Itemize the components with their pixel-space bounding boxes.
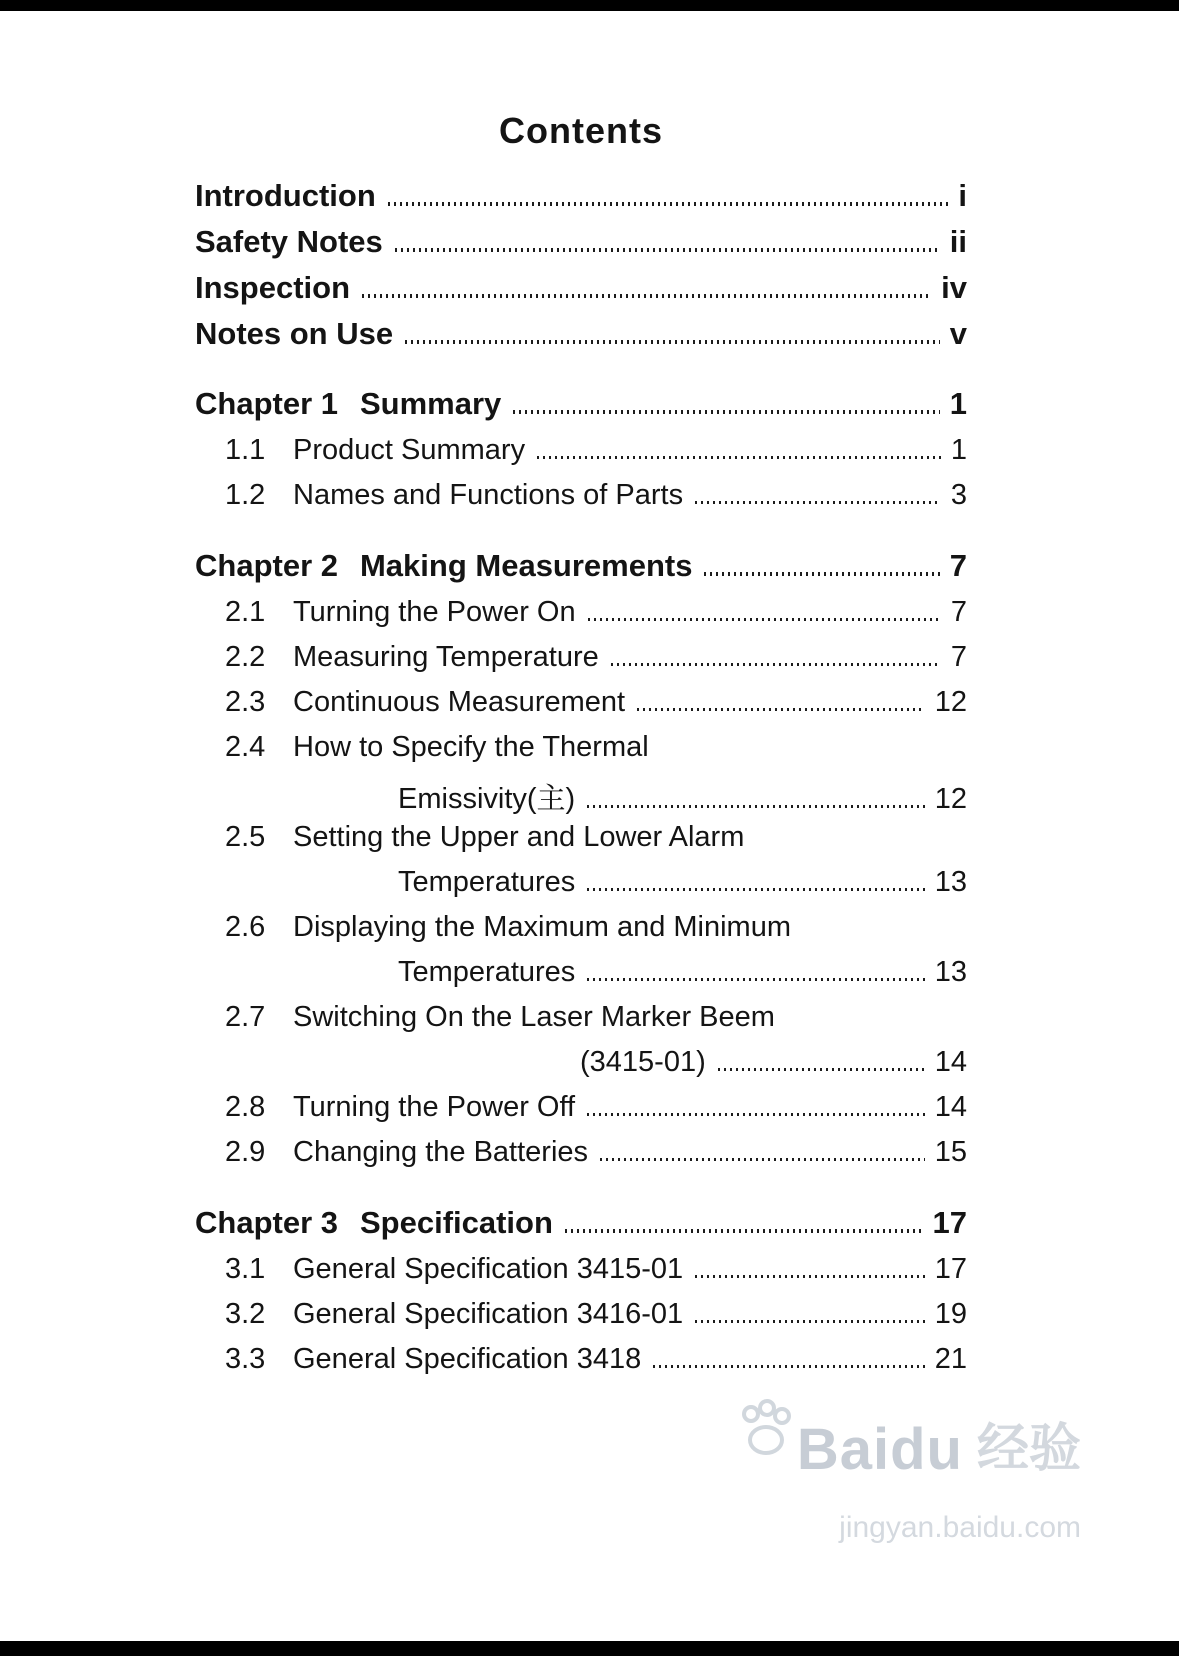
dot-leader xyxy=(695,1320,925,1323)
section-number: 2.1 xyxy=(225,596,266,628)
section-title-line1: Switching On the Laser Marker Beem xyxy=(293,1001,775,1033)
entry-page-number: iv xyxy=(941,270,967,305)
section-title-line2: Temperatures xyxy=(398,956,576,988)
dot-leader xyxy=(388,202,949,206)
chapter-number: Chapter 2 xyxy=(195,548,338,583)
entry-page-number: v xyxy=(949,316,967,351)
dot-leader xyxy=(395,248,940,252)
section-line-1 xyxy=(195,731,967,776)
chapter-label xyxy=(195,548,692,584)
chapter-title: Making Measurements xyxy=(359,548,693,583)
dot-leader xyxy=(718,1068,925,1071)
section-title: Names and Functions of Parts xyxy=(293,479,684,511)
chapter-label xyxy=(195,1205,553,1241)
chapter-number: Chapter 3 xyxy=(195,1205,338,1240)
dot-leader xyxy=(362,294,931,298)
chapter-title: Summary xyxy=(359,386,502,421)
toc-front-entry xyxy=(195,270,967,316)
dot-leader xyxy=(587,805,925,808)
section-title-line1: Displaying the Maximum and Minimum xyxy=(293,911,791,943)
dot-leader xyxy=(695,1275,925,1278)
section-title-line2: Emissivity(主) xyxy=(398,783,576,815)
section-title: Continuous Measurement xyxy=(293,686,626,718)
entry-label: Notes on Use xyxy=(195,316,394,351)
entry-page-number: 7 xyxy=(949,548,967,583)
dot-leader xyxy=(611,663,941,666)
section-title: Changing the Batteries xyxy=(293,1136,589,1168)
section-title: Turning the Power On xyxy=(293,596,576,628)
toc-section-entry xyxy=(195,1136,967,1181)
dot-leader xyxy=(600,1158,925,1161)
section-number: 2.9 xyxy=(225,1136,266,1168)
dot-leader xyxy=(587,888,924,891)
toc-section-entry xyxy=(195,1091,967,1136)
dot-leader xyxy=(405,340,940,344)
entry-page-number: 14 xyxy=(934,1091,967,1123)
section-number: 2.2 xyxy=(225,641,266,673)
toc-section-entry xyxy=(195,434,967,479)
entry-page-number: ii xyxy=(949,224,967,259)
toc-section-entry xyxy=(195,1298,967,1343)
chapter-label xyxy=(195,386,501,422)
dot-leader xyxy=(537,456,941,459)
baidu-paw-icon xyxy=(733,1398,797,1467)
entry-page-number: 3 xyxy=(950,479,967,511)
entry-page-number: 7 xyxy=(950,596,967,628)
dot-leader xyxy=(695,501,941,504)
section-title: Measuring Temperature xyxy=(293,641,599,673)
entry-page-number: 21 xyxy=(934,1343,967,1375)
section-number: 3.2 xyxy=(225,1298,266,1330)
toc-chapter-entry xyxy=(195,548,967,596)
dot-leader xyxy=(587,978,924,981)
section-title: General Specification 3416-01 xyxy=(293,1298,684,1330)
toc-section-entry xyxy=(195,686,967,731)
section-line-1 xyxy=(195,821,967,866)
entry-label: Safety Notes xyxy=(195,224,383,259)
section-title-line2: (3415-01) xyxy=(580,1046,706,1078)
section-title: Product Summary xyxy=(293,434,526,466)
section-number: 3.3 xyxy=(225,1343,266,1375)
entry-page-number: 17 xyxy=(932,1205,967,1240)
dot-leader xyxy=(704,572,939,576)
toc-front-entry xyxy=(195,316,967,362)
entry-page-number: 1 xyxy=(949,386,967,421)
section-title: General Specification 3415-01 xyxy=(293,1253,684,1285)
toc-section-entry xyxy=(195,641,967,686)
section-title-line2: Temperatures xyxy=(398,866,576,898)
chapter-number: Chapter 1 xyxy=(195,386,338,421)
entry-page-number: 12 xyxy=(934,686,967,718)
section-line-1 xyxy=(195,911,967,956)
toc-list xyxy=(195,178,967,1388)
section-number: 2.5 xyxy=(225,821,266,853)
section-number: 3.1 xyxy=(225,1253,266,1285)
entry-page-number: 12 xyxy=(934,783,967,815)
section-title-line1: How to Specify the Thermal xyxy=(293,731,649,763)
watermark-brand-cn: 经验 xyxy=(976,1420,1081,1479)
toc-front-entry xyxy=(195,178,967,224)
toc-section-entry-twoline xyxy=(195,731,967,821)
section-line-1 xyxy=(195,1001,967,1046)
toc-chapter-entry xyxy=(195,1205,967,1253)
watermark-url: jingyan.baidu.com xyxy=(839,1511,1081,1544)
dot-leader xyxy=(565,1229,923,1233)
dot-leader xyxy=(637,708,925,711)
dot-leader xyxy=(587,1113,925,1116)
section-line-2 xyxy=(195,956,967,1001)
toc-section-entry-twoline xyxy=(195,821,967,911)
entry-page-number: i xyxy=(958,178,967,213)
toc-section-entry-twoline xyxy=(195,911,967,1001)
section-number: 2.7 xyxy=(225,1001,266,1033)
chapter-title: Specification xyxy=(359,1205,553,1240)
toc-section-entry xyxy=(195,479,967,524)
section-line-2 xyxy=(195,776,967,821)
contents-page xyxy=(195,110,967,1388)
page-title: Contents xyxy=(499,110,663,151)
toc-front-entry xyxy=(195,224,967,270)
section-line-2 xyxy=(195,866,967,911)
section-number: 2.4 xyxy=(225,731,266,763)
watermark-brand: Baidu xyxy=(796,1416,963,1482)
toc-section-entry xyxy=(195,596,967,641)
entry-page-number: 15 xyxy=(934,1136,967,1168)
dot-leader xyxy=(653,1365,925,1368)
entry-page-number: 1 xyxy=(950,434,967,466)
section-title: General Specification 3418 xyxy=(293,1343,642,1375)
toc-section-entry xyxy=(195,1343,967,1388)
entry-page-number: 7 xyxy=(950,641,967,673)
section-number: 1.1 xyxy=(225,434,266,466)
dot-leader xyxy=(513,410,939,414)
section-title: Turning the Power Off xyxy=(293,1091,576,1123)
entry-page-number: 13 xyxy=(934,866,967,898)
section-number: 1.2 xyxy=(225,479,266,511)
entry-page-number: 19 xyxy=(934,1298,967,1330)
toc-chapter-entry xyxy=(195,386,967,434)
entry-label: Introduction xyxy=(195,178,376,213)
entry-label: Inspection xyxy=(195,270,351,305)
section-number: 2.6 xyxy=(225,911,266,943)
dot-leader xyxy=(588,618,941,621)
entry-page-number: 17 xyxy=(934,1253,967,1285)
scan-border-top xyxy=(0,0,1179,11)
section-number: 2.8 xyxy=(225,1091,266,1123)
entry-page-number: 14 xyxy=(934,1046,967,1078)
entry-page-number: 13 xyxy=(934,956,967,988)
baidu-watermark xyxy=(733,1398,1081,1544)
toc-section-entry xyxy=(195,1253,967,1298)
scan-border-bottom xyxy=(0,1641,1179,1656)
section-title-line1: Setting the Upper and Lower Alarm xyxy=(293,821,745,853)
section-number: 2.3 xyxy=(225,686,266,718)
toc-section-entry-twoline xyxy=(195,1001,967,1091)
section-line-2 xyxy=(195,1046,967,1091)
